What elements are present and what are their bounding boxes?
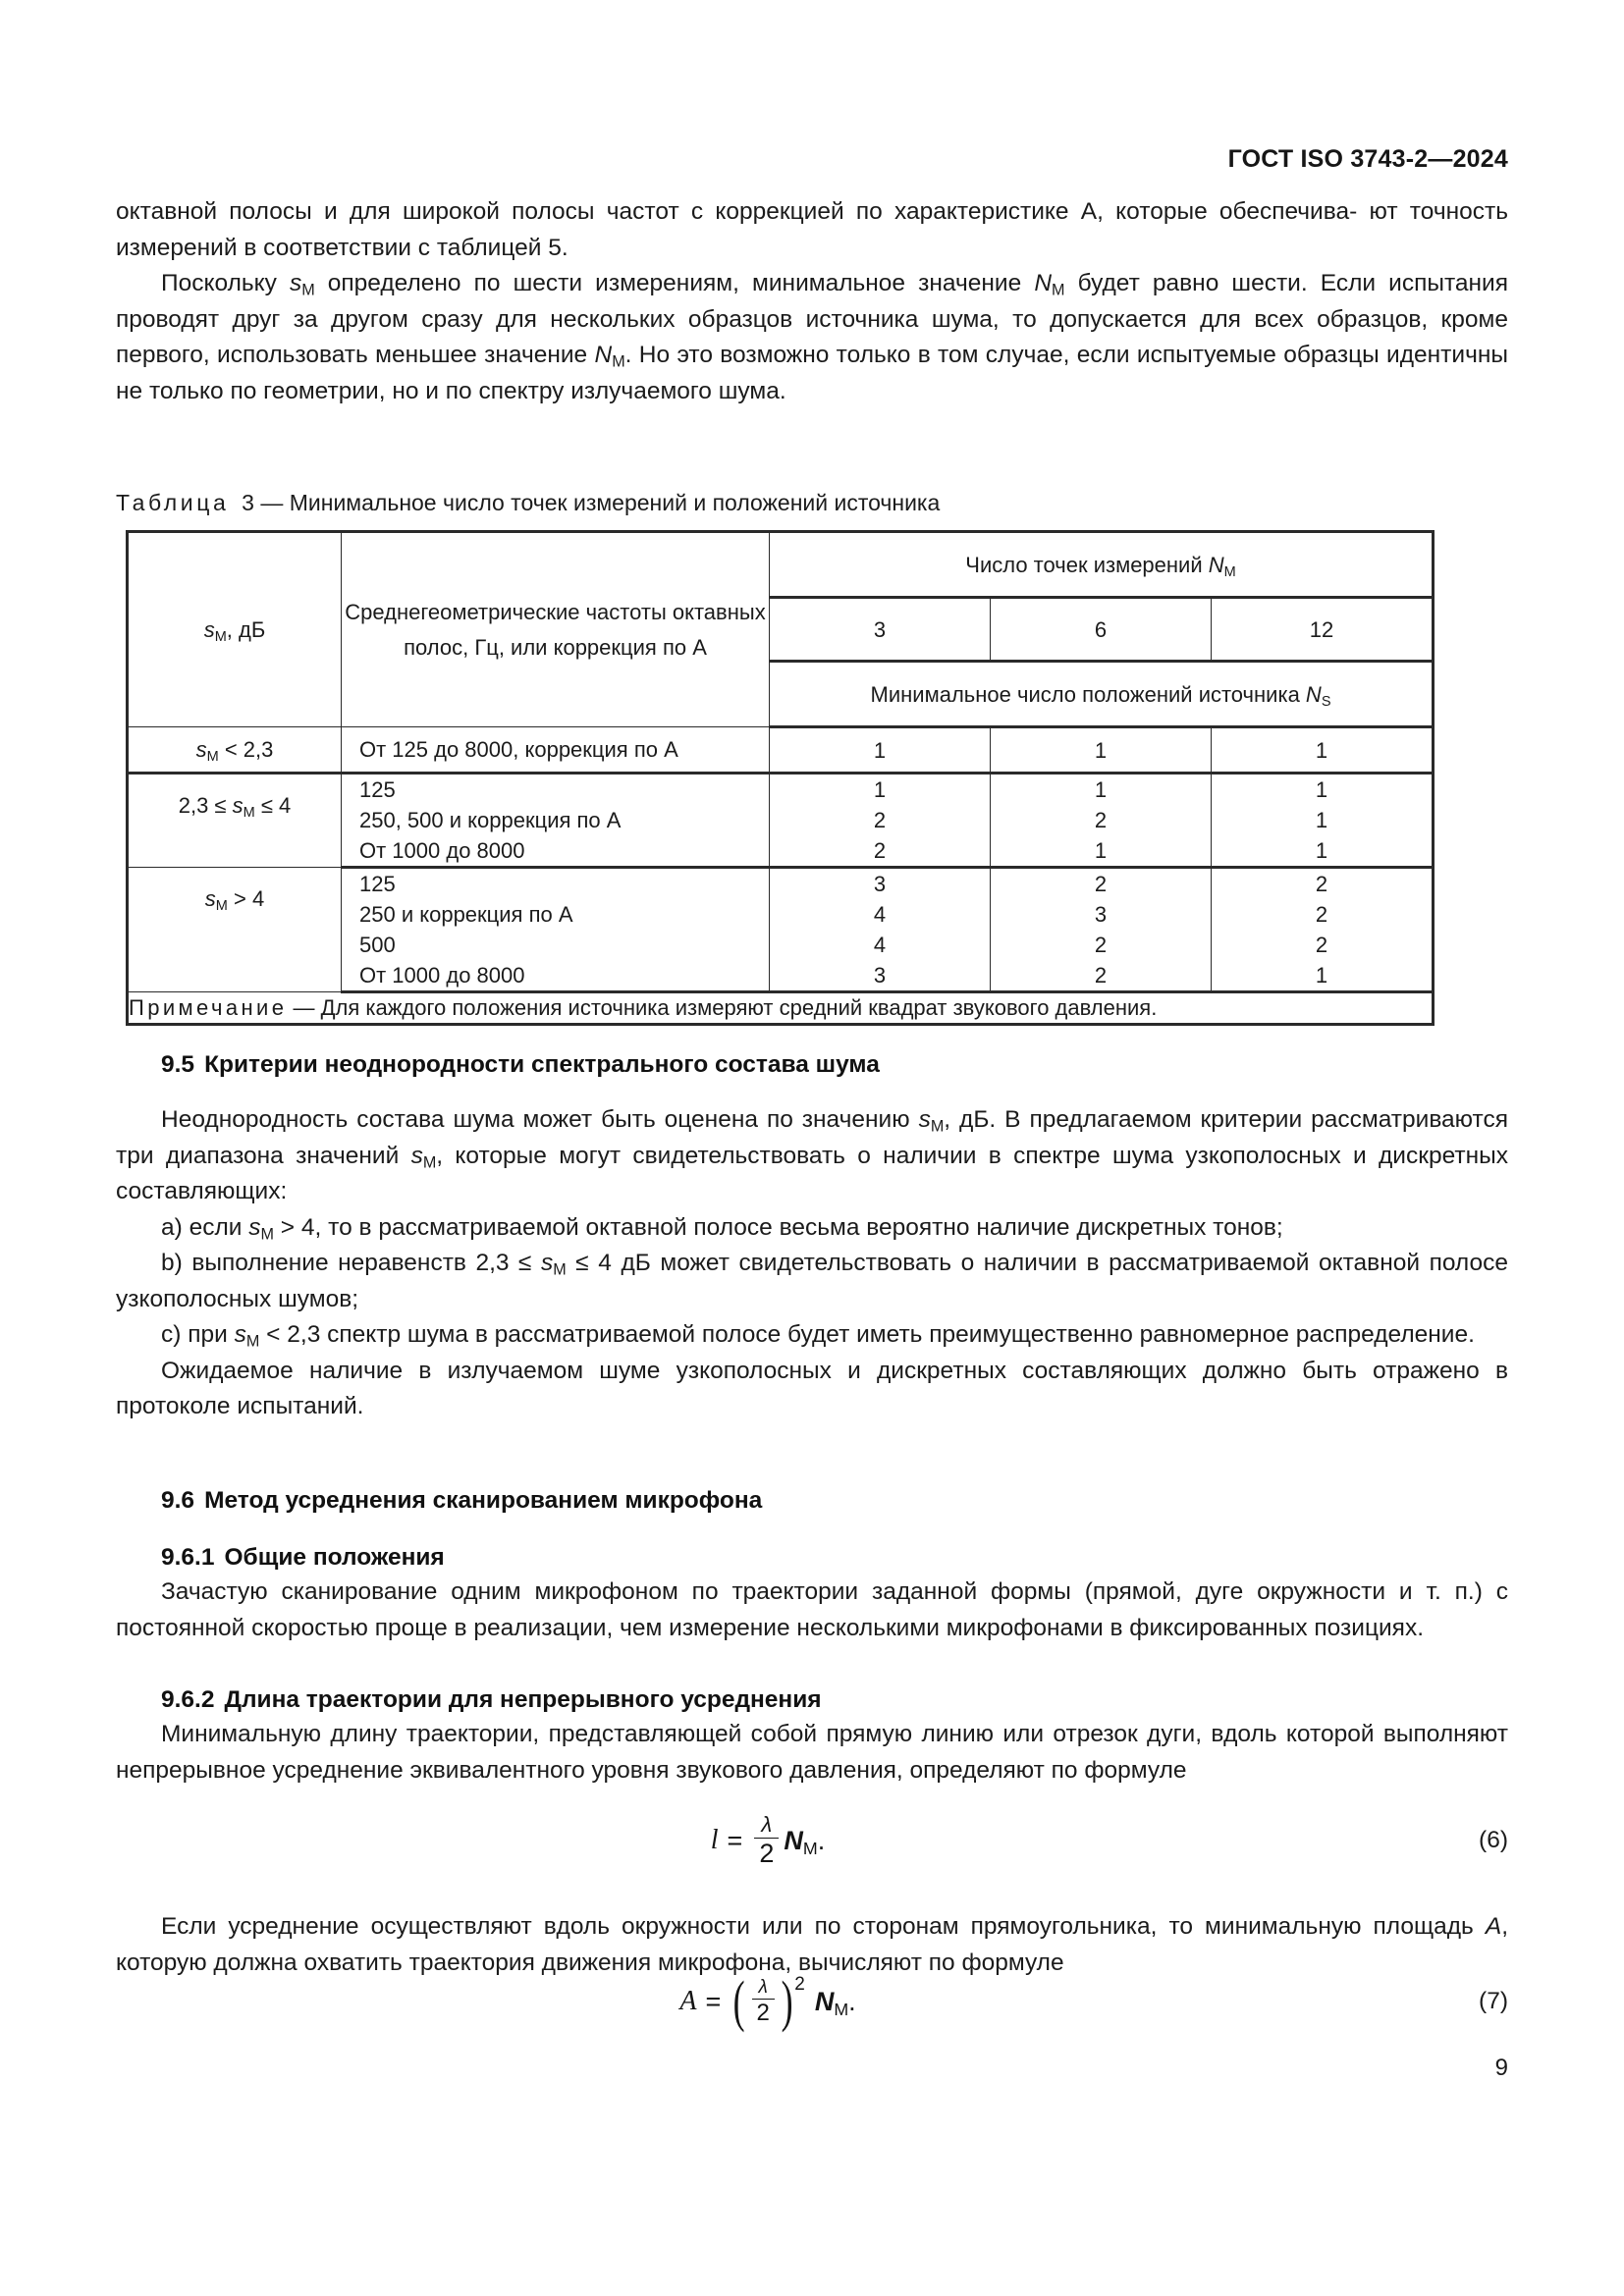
row-value-n3: 3 (770, 960, 991, 992)
range-suffix: < 2,3 (218, 737, 274, 762)
row-value-n12: 1 (1212, 727, 1434, 774)
paragraph-continued-line1: октавной полосы и для широкой полосы частот с коррекцией по характеристике А, которые обеспечива- (116, 198, 1358, 225)
section-9-6 (116, 1484, 1508, 1518)
fraction-lambda-over-2 (752, 1978, 775, 2025)
text-run: Поскольку (161, 270, 290, 296)
row-band: 250 и коррекция по А (342, 899, 770, 930)
table-note-row (128, 992, 1434, 1025)
formula-7-factor (815, 1987, 848, 2017)
symbol-s: s (204, 886, 216, 911)
row-value-n6: 3 (991, 899, 1212, 930)
symbol-s: s (234, 1321, 246, 1348)
list-marker-b: b) (161, 1250, 183, 1276)
heading-9-6-1 (116, 1541, 1508, 1575)
row-value-n3: 4 (770, 930, 991, 960)
row-value-n3: 1 (770, 774, 991, 806)
heading-9-6 (116, 1484, 1508, 1518)
table-header-row-group (128, 532, 1434, 598)
header-frequencies-line2: полос, Гц, или коррекция по А (404, 634, 707, 660)
section-9-5 (116, 1048, 1508, 1082)
formula-7-expression (116, 1969, 1420, 2034)
text-run: . Но это возможно только в том случае, если испытуемые образцы идентичны не только по геометрии, но и по спектру излучаемого шума. (116, 342, 1508, 404)
table-number: 3 (242, 490, 254, 515)
table-label: Таблица (116, 490, 230, 515)
fraction-denominator: 2 (752, 1999, 775, 2025)
header-cell-n12: 12 (1212, 598, 1434, 662)
intro-paragraphs (116, 194, 1508, 409)
heading-text: Общие положения (224, 1544, 445, 1571)
table-caption-text: Минимальное число точек измерений и положений источника (289, 490, 941, 515)
formula-6-lhs: l (710, 1825, 719, 1855)
text-run: > 4, то в рассматриваемой октавной полосе весьма вероятно наличие дискретных тонов; (274, 1213, 1283, 1241)
symbol-s: s (248, 1213, 261, 1241)
heading-number: 9.6.1 (161, 1544, 215, 1571)
text-run: при (181, 1321, 235, 1348)
row-value-n6: 2 (991, 868, 1212, 900)
symbol-s: s (541, 1250, 554, 1276)
row-value-n3: 4 (770, 899, 991, 930)
header-frequencies-line1: Среднегеометрические частоты октавных (345, 599, 766, 624)
symbol-s: s (918, 1106, 931, 1133)
row-band: 125 (342, 868, 770, 900)
heading-text: Критерии неоднородности спектрального состава шума (204, 1051, 880, 1078)
table-row (128, 774, 1434, 806)
symbol-n: N (1208, 552, 1224, 577)
unit-db: , дБ (226, 617, 266, 642)
parenthesized-fraction (730, 1969, 807, 2034)
formula-7-terminator: . (848, 1986, 856, 2016)
formula-7-number: (7) (1479, 1988, 1508, 2014)
paragraph-9-6-2: Минимальную длину траектории, представляющей собой прямую линию или отрезок дуги, вдоль которой выполняют непрерывное усреднение эквивалентного уровня звукового давления, определяют по формуле (116, 1721, 1508, 1784)
row-value-n6: 1 (991, 835, 1212, 868)
heading-text: Длина траектории для непрерывного усреднения (224, 1686, 822, 1713)
symbol-n: N (1034, 270, 1053, 296)
row-band: 125 (342, 774, 770, 806)
header-cell-ns-group (770, 662, 1434, 727)
symbol-n: N (784, 1825, 803, 1855)
row-value-n6: 2 (991, 960, 1212, 992)
symbol-a: A (1485, 1913, 1502, 1940)
formula-6-number: (6) (1479, 1827, 1508, 1853)
row-band: От 1000 до 8000 (342, 835, 770, 868)
paragraph-between-formulas-wrap (116, 1909, 1508, 1981)
subscript-m: M (260, 1225, 274, 1244)
page-number: 9 (1494, 2055, 1508, 2081)
paragraph-9-5-intro (116, 1102, 1508, 1210)
symbol-s: s (195, 737, 207, 762)
table3-caption (116, 487, 1508, 518)
list-marker-c: c) (161, 1321, 182, 1348)
header-cell-nm-group (770, 532, 1434, 598)
subscript-m: M (214, 629, 227, 646)
paragraph-nm-minimum (116, 266, 1508, 409)
subscript-m: M (206, 749, 219, 766)
table-body (128, 727, 1434, 1025)
fraction-numerator: λ (758, 1977, 768, 1998)
table-minimum-measurement-points (126, 530, 1435, 1026)
row-band: От 125 до 8000, коррекция по А (342, 727, 770, 774)
note-dash: — (293, 995, 315, 1020)
text-run: определено по шести измерениям, минимальное значение (314, 270, 1035, 296)
subscript-m: M (245, 1332, 260, 1351)
row-value-n6: 1 (991, 774, 1212, 806)
table-note (128, 992, 1434, 1025)
section-9-6-1 (116, 1541, 1508, 1646)
text-run: ≤ 4 дБ может свидетельствовать о наличии в рассматриваемой октавной полосе узкополосных шумов; (116, 1250, 1508, 1312)
row-value-n12: 1 (1212, 805, 1434, 835)
formula-6-expression (116, 1814, 1420, 1867)
fraction-numerator: λ (761, 1812, 773, 1837)
section-9-5-body (116, 1102, 1508, 1425)
subscript-s: S (1321, 693, 1331, 710)
symbol-s: s (232, 793, 244, 818)
heading-9-6-2 (116, 1683, 1508, 1717)
row-range-sm-2-3-to-4 (128, 774, 342, 868)
row-value-n12: 1 (1212, 774, 1434, 806)
page-header (116, 145, 1508, 174)
header-nm-text: Число точек измерений (965, 552, 1209, 577)
symbol-n: N (1305, 681, 1322, 707)
symbol-s: s (289, 270, 302, 296)
symbol-n: N (814, 1986, 835, 2016)
text-run: , которые могут свидетельствовать о наличии в спектре шума узкополосных и дискретных составляющих: (116, 1142, 1508, 1204)
row-band: 250, 500 и коррекция по А (342, 805, 770, 835)
formula-7-lhs: A (679, 1986, 697, 2016)
header-cell-sm (128, 532, 342, 727)
row-value-n6: 1 (991, 727, 1212, 774)
text-run: , дБ. В предлагаемом критерии рассматриваются три диапазона значений (116, 1106, 1508, 1169)
subscript-m: M (802, 1838, 818, 1858)
formula-7-row (116, 1969, 1508, 2034)
subscript-m: M (215, 898, 228, 915)
subscript-m: M (301, 281, 315, 299)
table3-wrap (126, 530, 1518, 1026)
row-value-n3: 1 (770, 727, 991, 774)
list-marker-a: a) (161, 1213, 183, 1241)
paragraph-continued (116, 194, 1508, 266)
note-label: Примечание (129, 995, 288, 1020)
text-run: выполнение неравенств 2,3 ≤ (182, 1250, 542, 1276)
row-value-n12: 2 (1212, 868, 1434, 900)
row-value-n3: 2 (770, 805, 991, 835)
subscript-m: M (930, 1117, 945, 1136)
range-suffix: > 4 (227, 886, 265, 911)
range-prefix: 2,3 ≤ (178, 793, 233, 818)
standard-designation: ГОСТ ISO 3743-2—2024 (1227, 145, 1508, 173)
subscript-m: M (612, 352, 625, 371)
fraction-lambda-over-2 (754, 1814, 779, 1867)
table-row (128, 868, 1434, 900)
row-value-n6: 2 (991, 930, 1212, 960)
section-9-6-2 (116, 1683, 1508, 1789)
table3-caption-wrap (116, 487, 1508, 518)
heading-number: 9.6 (161, 1487, 195, 1514)
heading-9-5 (116, 1048, 1508, 1082)
text-run: будет равно шести. Если испытания проводят друг за другом сразу для нескольких образцов источника шума, то допускается для всех образцов, кроме первого, использовать меньшее значение (116, 270, 1508, 368)
header-cell-n3: 3 (770, 598, 991, 662)
heading-text: Метод усреднения сканированием микрофона (204, 1487, 763, 1514)
row-value-n3: 2 (770, 835, 991, 868)
row-band: 500 (342, 930, 770, 960)
paragraph-area-formula (116, 1909, 1508, 1981)
row-range-sm-gt-4 (128, 868, 342, 992)
subscript-m: M (1052, 281, 1065, 299)
equals-sign: = (705, 1986, 722, 2016)
table-head (128, 532, 1434, 727)
text-run: , которую должна охватить траектория движения микрофона, вычисляют по формуле (116, 1913, 1508, 1976)
formula-6-terminator: . (817, 1825, 826, 1855)
fraction-denominator: 2 (754, 1838, 779, 1867)
symbol-s: s (203, 617, 215, 642)
formula-6-row (116, 1814, 1508, 1867)
heading-number: 9.6.2 (161, 1686, 215, 1713)
range-suffix: ≤ 4 (254, 793, 292, 818)
text-run: Неоднородность состава шума может быть оценена по значению (161, 1106, 919, 1133)
subscript-m: M (1223, 563, 1236, 580)
paren-open: ( (732, 1969, 745, 2034)
header-cell-frequencies (342, 532, 770, 727)
text-run: < 2,3 спектр шума в рассматриваемой полосе будет иметь преимущественно равномерное распределение. (259, 1321, 1475, 1348)
table-row (128, 727, 1434, 774)
row-value-n12: 1 (1212, 835, 1434, 868)
row-value-n12: 2 (1212, 930, 1434, 960)
text-run: если (182, 1213, 249, 1241)
list-item-c (116, 1317, 1508, 1354)
row-value-n6: 2 (991, 805, 1212, 835)
symbol-n: N (594, 342, 613, 368)
formula-6-factor (784, 1826, 817, 1856)
heading-number: 9.5 (161, 1051, 195, 1078)
exponent-two: 2 (794, 1974, 805, 1995)
paragraph-9-5-closing: Ожидаемое наличие в излучаемом шуме узкополосных и дискретных составляющих должно быть отражено в протоколе испытаний. (116, 1357, 1508, 1419)
subscript-m: M (243, 805, 255, 822)
header-cell-n6: 6 (991, 598, 1212, 662)
symbol-s: s (410, 1142, 423, 1169)
paragraph-continued-line2: ют точность измерений в соответствии с таблицей 5. (116, 198, 1508, 261)
subscript-m: M (422, 1153, 437, 1172)
row-range-sm-lt-2-3 (128, 727, 342, 774)
row-value-n12: 2 (1212, 899, 1434, 930)
note-text: Для каждого положения источника измеряют средний квадрат звукового давления. (320, 995, 1158, 1020)
list-item-a (116, 1210, 1508, 1247)
equals-sign: = (727, 1825, 743, 1855)
caption-dash: — (260, 490, 284, 515)
subscript-m: M (553, 1260, 567, 1279)
row-band: От 1000 до 8000 (342, 960, 770, 992)
list-item-b (116, 1246, 1508, 1317)
paren-close: ) (781, 1969, 793, 2034)
row-value-n3: 3 (770, 868, 991, 900)
header-ns-text: Минимальное число положений источника (870, 681, 1306, 707)
text-run: Если усреднение осуществляют вдоль окружности или по сторонам прямоугольника, то минимальную площадь (161, 1913, 1486, 1940)
subscript-m: M (834, 1999, 849, 2019)
row-value-n12: 1 (1212, 960, 1434, 992)
paragraph-9-6-1: Зачастую сканирование одним микрофоном по траектории заданной формы (прямой, дуге окружности и т. п.) с постоянной скоростью проще в реализации, чем измерение несколькими микрофонами в фиксированных позициях. (116, 1578, 1508, 1641)
